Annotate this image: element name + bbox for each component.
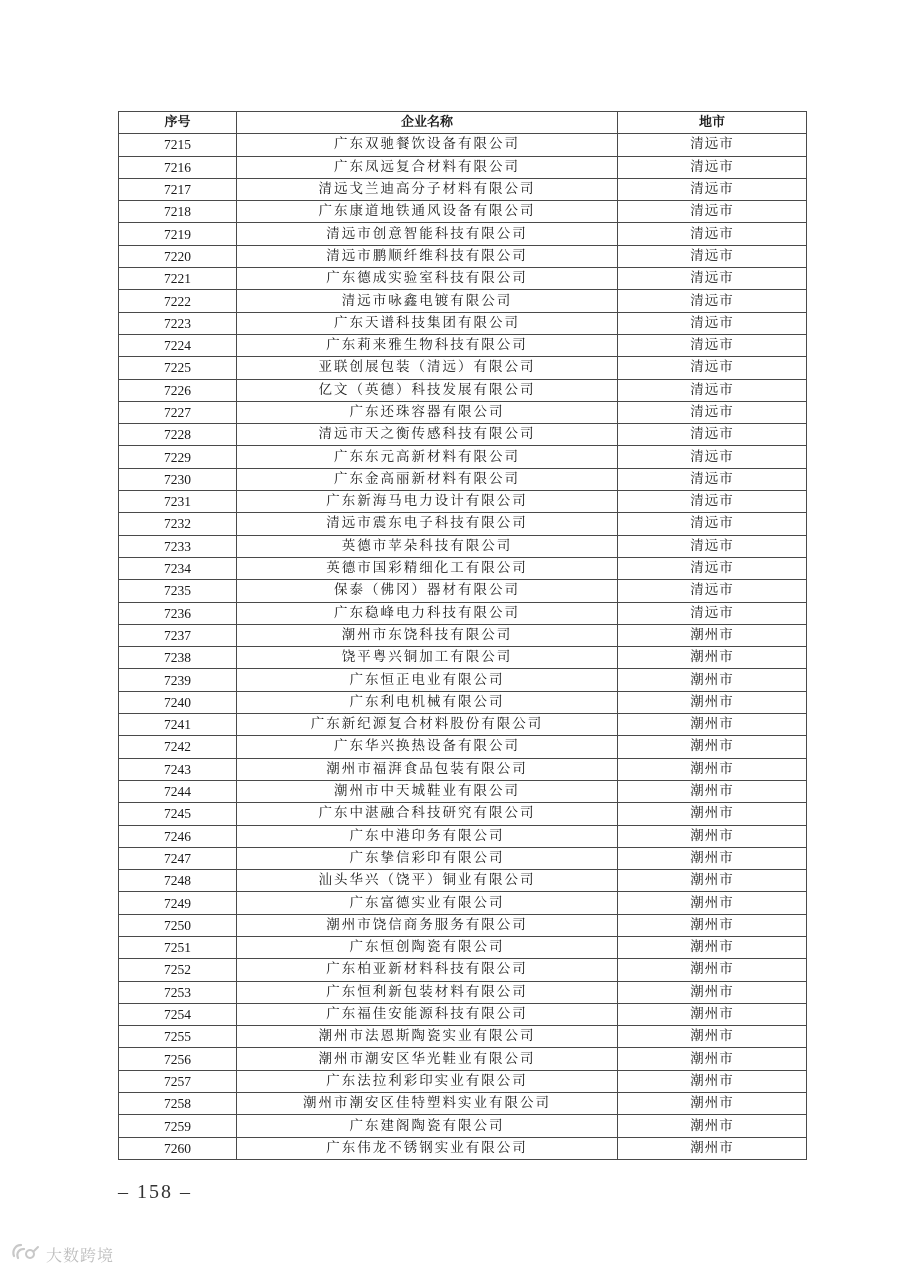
row-city: 潮州市 bbox=[618, 1115, 807, 1137]
row-city: 潮州市 bbox=[618, 847, 807, 869]
row-company-name: 亚联创展包装（清远）有限公司 bbox=[237, 357, 618, 379]
row-company-name: 广东稳峰电力科技有限公司 bbox=[237, 602, 618, 624]
header-company-name: 企业名称 bbox=[237, 112, 618, 134]
table-row bbox=[119, 468, 807, 490]
row-city: 清远市 bbox=[618, 223, 807, 245]
brand-logo-icon bbox=[10, 1241, 40, 1267]
row-seq: 7223 bbox=[119, 312, 237, 334]
row-city: 清远市 bbox=[618, 312, 807, 334]
row-company-name: 广东恒正电业有限公司 bbox=[237, 669, 618, 691]
row-seq: 7255 bbox=[119, 1026, 237, 1048]
table-row bbox=[119, 870, 807, 892]
watermark bbox=[10, 1242, 114, 1266]
table-row bbox=[119, 1115, 807, 1137]
enterprise-table bbox=[118, 111, 807, 1160]
table-row bbox=[119, 223, 807, 245]
row-company-name: 饶平粤兴铜加工有限公司 bbox=[237, 647, 618, 669]
table-row bbox=[119, 424, 807, 446]
row-company-name: 广东新海马电力设计有限公司 bbox=[237, 491, 618, 513]
row-city: 潮州市 bbox=[618, 936, 807, 958]
table-row bbox=[119, 936, 807, 958]
row-seq: 7224 bbox=[119, 334, 237, 356]
table-row bbox=[119, 1048, 807, 1070]
row-company-name: 广东利电机械有限公司 bbox=[237, 691, 618, 713]
table-row bbox=[119, 959, 807, 981]
row-company-name: 英德市苹朵科技有限公司 bbox=[237, 535, 618, 557]
row-city: 潮州市 bbox=[618, 1093, 807, 1115]
row-city: 清远市 bbox=[618, 513, 807, 535]
row-city: 清远市 bbox=[618, 602, 807, 624]
row-seq: 7217 bbox=[119, 178, 237, 200]
table-row bbox=[119, 580, 807, 602]
table-body bbox=[119, 134, 807, 1160]
row-seq: 7236 bbox=[119, 602, 237, 624]
row-company-name: 广东还珠容器有限公司 bbox=[237, 401, 618, 423]
table-row bbox=[119, 736, 807, 758]
row-seq: 7253 bbox=[119, 981, 237, 1003]
table-row bbox=[119, 758, 807, 780]
row-seq: 7251 bbox=[119, 936, 237, 958]
row-city: 清远市 bbox=[618, 156, 807, 178]
row-company-name: 广东建阁陶瓷有限公司 bbox=[237, 1115, 618, 1137]
row-seq: 7256 bbox=[119, 1048, 237, 1070]
row-city: 清远市 bbox=[618, 268, 807, 290]
row-seq: 7233 bbox=[119, 535, 237, 557]
table-row bbox=[119, 357, 807, 379]
table-row bbox=[119, 312, 807, 334]
row-seq: 7229 bbox=[119, 446, 237, 468]
row-seq: 7238 bbox=[119, 647, 237, 669]
row-company-name: 清远市鹏顺纤维科技有限公司 bbox=[237, 245, 618, 267]
row-company-name: 广东双驰餐饮设备有限公司 bbox=[237, 134, 618, 156]
row-city: 潮州市 bbox=[618, 669, 807, 691]
table-row bbox=[119, 201, 807, 223]
table-row bbox=[119, 602, 807, 624]
table-row bbox=[119, 647, 807, 669]
row-city: 潮州市 bbox=[618, 1137, 807, 1159]
table-row bbox=[119, 691, 807, 713]
row-city: 潮州市 bbox=[618, 803, 807, 825]
row-company-name: 广东德成实验室科技有限公司 bbox=[237, 268, 618, 290]
row-city: 清远市 bbox=[618, 134, 807, 156]
row-seq: 7245 bbox=[119, 803, 237, 825]
row-city: 潮州市 bbox=[618, 624, 807, 646]
table-row bbox=[119, 245, 807, 267]
table-row bbox=[119, 134, 807, 156]
row-city: 潮州市 bbox=[618, 1003, 807, 1025]
row-city: 清远市 bbox=[618, 446, 807, 468]
table-row bbox=[119, 1026, 807, 1048]
row-seq: 7234 bbox=[119, 557, 237, 579]
row-company-name: 亿文（英德）科技发展有限公司 bbox=[237, 379, 618, 401]
row-seq: 7252 bbox=[119, 959, 237, 981]
row-seq: 7237 bbox=[119, 624, 237, 646]
row-company-name: 潮州市中天城鞋业有限公司 bbox=[237, 780, 618, 802]
row-seq: 7215 bbox=[119, 134, 237, 156]
row-seq: 7249 bbox=[119, 892, 237, 914]
table-row bbox=[119, 714, 807, 736]
table-row bbox=[119, 178, 807, 200]
row-seq: 7244 bbox=[119, 780, 237, 802]
row-company-name: 潮州市东饶科技有限公司 bbox=[237, 624, 618, 646]
row-city: 清远市 bbox=[618, 491, 807, 513]
row-city: 清远市 bbox=[618, 580, 807, 602]
row-seq: 7242 bbox=[119, 736, 237, 758]
table-row bbox=[119, 825, 807, 847]
row-city: 潮州市 bbox=[618, 914, 807, 936]
row-seq: 7246 bbox=[119, 825, 237, 847]
row-company-name: 广东凤远复合材料有限公司 bbox=[237, 156, 618, 178]
row-company-name: 潮州市潮安区佳特塑料实业有限公司 bbox=[237, 1093, 618, 1115]
row-seq: 7240 bbox=[119, 691, 237, 713]
row-company-name: 广东金高丽新材料有限公司 bbox=[237, 468, 618, 490]
row-company-name: 广东法拉利彩印实业有限公司 bbox=[237, 1070, 618, 1092]
table-row bbox=[119, 491, 807, 513]
row-seq: 7227 bbox=[119, 401, 237, 423]
table-row bbox=[119, 1003, 807, 1025]
row-company-name: 汕头华兴（饶平）铜业有限公司 bbox=[237, 870, 618, 892]
row-city: 清远市 bbox=[618, 334, 807, 356]
row-seq: 7241 bbox=[119, 714, 237, 736]
row-seq: 7231 bbox=[119, 491, 237, 513]
row-company-name: 广东中湛融合科技研究有限公司 bbox=[237, 803, 618, 825]
table-row bbox=[119, 513, 807, 535]
row-city: 清远市 bbox=[618, 535, 807, 557]
row-company-name: 广东恒创陶瓷有限公司 bbox=[237, 936, 618, 958]
row-seq: 7243 bbox=[119, 758, 237, 780]
watermark-text: 大数跨境 bbox=[46, 1245, 115, 1265]
row-seq: 7250 bbox=[119, 914, 237, 936]
row-company-name: 广东新纪源复合材料股份有限公司 bbox=[237, 714, 618, 736]
row-city: 潮州市 bbox=[618, 1070, 807, 1092]
row-city: 潮州市 bbox=[618, 892, 807, 914]
row-city: 潮州市 bbox=[618, 780, 807, 802]
row-city: 潮州市 bbox=[618, 870, 807, 892]
row-city: 潮州市 bbox=[618, 736, 807, 758]
table-row bbox=[119, 847, 807, 869]
row-company-name: 潮州市饶信商务服务有限公司 bbox=[237, 914, 618, 936]
row-city: 清远市 bbox=[618, 357, 807, 379]
row-city: 清远市 bbox=[618, 401, 807, 423]
row-seq: 7218 bbox=[119, 201, 237, 223]
row-seq: 7257 bbox=[119, 1070, 237, 1092]
row-seq: 7222 bbox=[119, 290, 237, 312]
row-company-name: 清远戈兰迪高分子材料有限公司 bbox=[237, 178, 618, 200]
table-row bbox=[119, 156, 807, 178]
row-seq: 7239 bbox=[119, 669, 237, 691]
row-seq: 7228 bbox=[119, 424, 237, 446]
row-seq: 7260 bbox=[119, 1137, 237, 1159]
row-company-name: 广东伟龙不锈钢实业有限公司 bbox=[237, 1137, 618, 1159]
row-company-name: 清远市天之衡传感科技有限公司 bbox=[237, 424, 618, 446]
table-row bbox=[119, 780, 807, 802]
table-row bbox=[119, 803, 807, 825]
row-seq: 7225 bbox=[119, 357, 237, 379]
row-company-name: 广东康道地铁通风设备有限公司 bbox=[237, 201, 618, 223]
row-company-name: 广东华兴换热设备有限公司 bbox=[237, 736, 618, 758]
table-row bbox=[119, 535, 807, 557]
table-row bbox=[119, 669, 807, 691]
row-city: 清远市 bbox=[618, 424, 807, 446]
row-company-name: 广东中港印务有限公司 bbox=[237, 825, 618, 847]
row-city: 潮州市 bbox=[618, 825, 807, 847]
row-city: 潮州市 bbox=[618, 959, 807, 981]
row-seq: 7220 bbox=[119, 245, 237, 267]
table-row bbox=[119, 624, 807, 646]
row-company-name: 广东挚信彩印有限公司 bbox=[237, 847, 618, 869]
row-city: 潮州市 bbox=[618, 1048, 807, 1070]
header-seq: 序号 bbox=[119, 112, 237, 134]
row-seq: 7221 bbox=[119, 268, 237, 290]
row-city: 潮州市 bbox=[618, 758, 807, 780]
row-city: 潮州市 bbox=[618, 714, 807, 736]
table-row bbox=[119, 334, 807, 356]
row-company-name: 广东莉来雅生物科技有限公司 bbox=[237, 334, 618, 356]
row-city: 潮州市 bbox=[618, 1026, 807, 1048]
row-seq: 7219 bbox=[119, 223, 237, 245]
row-seq: 7247 bbox=[119, 847, 237, 869]
row-city: 清远市 bbox=[618, 468, 807, 490]
row-company-name: 广东恒利新包装材料有限公司 bbox=[237, 981, 618, 1003]
row-city: 潮州市 bbox=[618, 647, 807, 669]
table-row bbox=[119, 892, 807, 914]
table-row bbox=[119, 981, 807, 1003]
row-city: 清远市 bbox=[618, 245, 807, 267]
table-row bbox=[119, 1093, 807, 1115]
row-company-name: 广东柏亚新材料科技有限公司 bbox=[237, 959, 618, 981]
row-company-name: 广东富德实业有限公司 bbox=[237, 892, 618, 914]
row-company-name: 清远市震东电子科技有限公司 bbox=[237, 513, 618, 535]
row-company-name: 广东福佳安能源科技有限公司 bbox=[237, 1003, 618, 1025]
row-company-name: 清远市创意智能科技有限公司 bbox=[237, 223, 618, 245]
table-row bbox=[119, 268, 807, 290]
header-city: 地市 bbox=[618, 112, 807, 134]
table-row bbox=[119, 290, 807, 312]
row-seq: 7254 bbox=[119, 1003, 237, 1025]
table-row bbox=[119, 1070, 807, 1092]
row-company-name: 清远市咏鑫电镀有限公司 bbox=[237, 290, 618, 312]
table-row bbox=[119, 401, 807, 423]
row-seq: 7230 bbox=[119, 468, 237, 490]
row-company-name: 潮州市法恩斯陶瓷实业有限公司 bbox=[237, 1026, 618, 1048]
row-company-name: 广东天谱科技集团有限公司 bbox=[237, 312, 618, 334]
row-city: 清远市 bbox=[618, 201, 807, 223]
row-city: 潮州市 bbox=[618, 981, 807, 1003]
row-city: 清远市 bbox=[618, 557, 807, 579]
row-city: 清远市 bbox=[618, 178, 807, 200]
row-company-name: 保泰（佛冈）器材有限公司 bbox=[237, 580, 618, 602]
page-number: – 158 – bbox=[118, 1181, 192, 1203]
table-row bbox=[119, 1137, 807, 1159]
row-company-name: 潮州市潮安区华光鞋业有限公司 bbox=[237, 1048, 618, 1070]
row-city: 清远市 bbox=[618, 290, 807, 312]
row-company-name: 广东东元高新材料有限公司 bbox=[237, 446, 618, 468]
row-city: 潮州市 bbox=[618, 691, 807, 713]
row-seq: 7248 bbox=[119, 870, 237, 892]
row-company-name: 潮州市福湃食品包装有限公司 bbox=[237, 758, 618, 780]
row-seq: 7258 bbox=[119, 1093, 237, 1115]
row-city: 清远市 bbox=[618, 379, 807, 401]
row-seq: 7259 bbox=[119, 1115, 237, 1137]
row-seq: 7226 bbox=[119, 379, 237, 401]
row-seq: 7235 bbox=[119, 580, 237, 602]
table-row bbox=[119, 557, 807, 579]
row-company-name: 英德市国彩精细化工有限公司 bbox=[237, 557, 618, 579]
table-row bbox=[119, 379, 807, 401]
table-row bbox=[119, 914, 807, 936]
row-seq: 7232 bbox=[119, 513, 237, 535]
row-seq: 7216 bbox=[119, 156, 237, 178]
table-row bbox=[119, 446, 807, 468]
table-header-row bbox=[119, 112, 807, 134]
